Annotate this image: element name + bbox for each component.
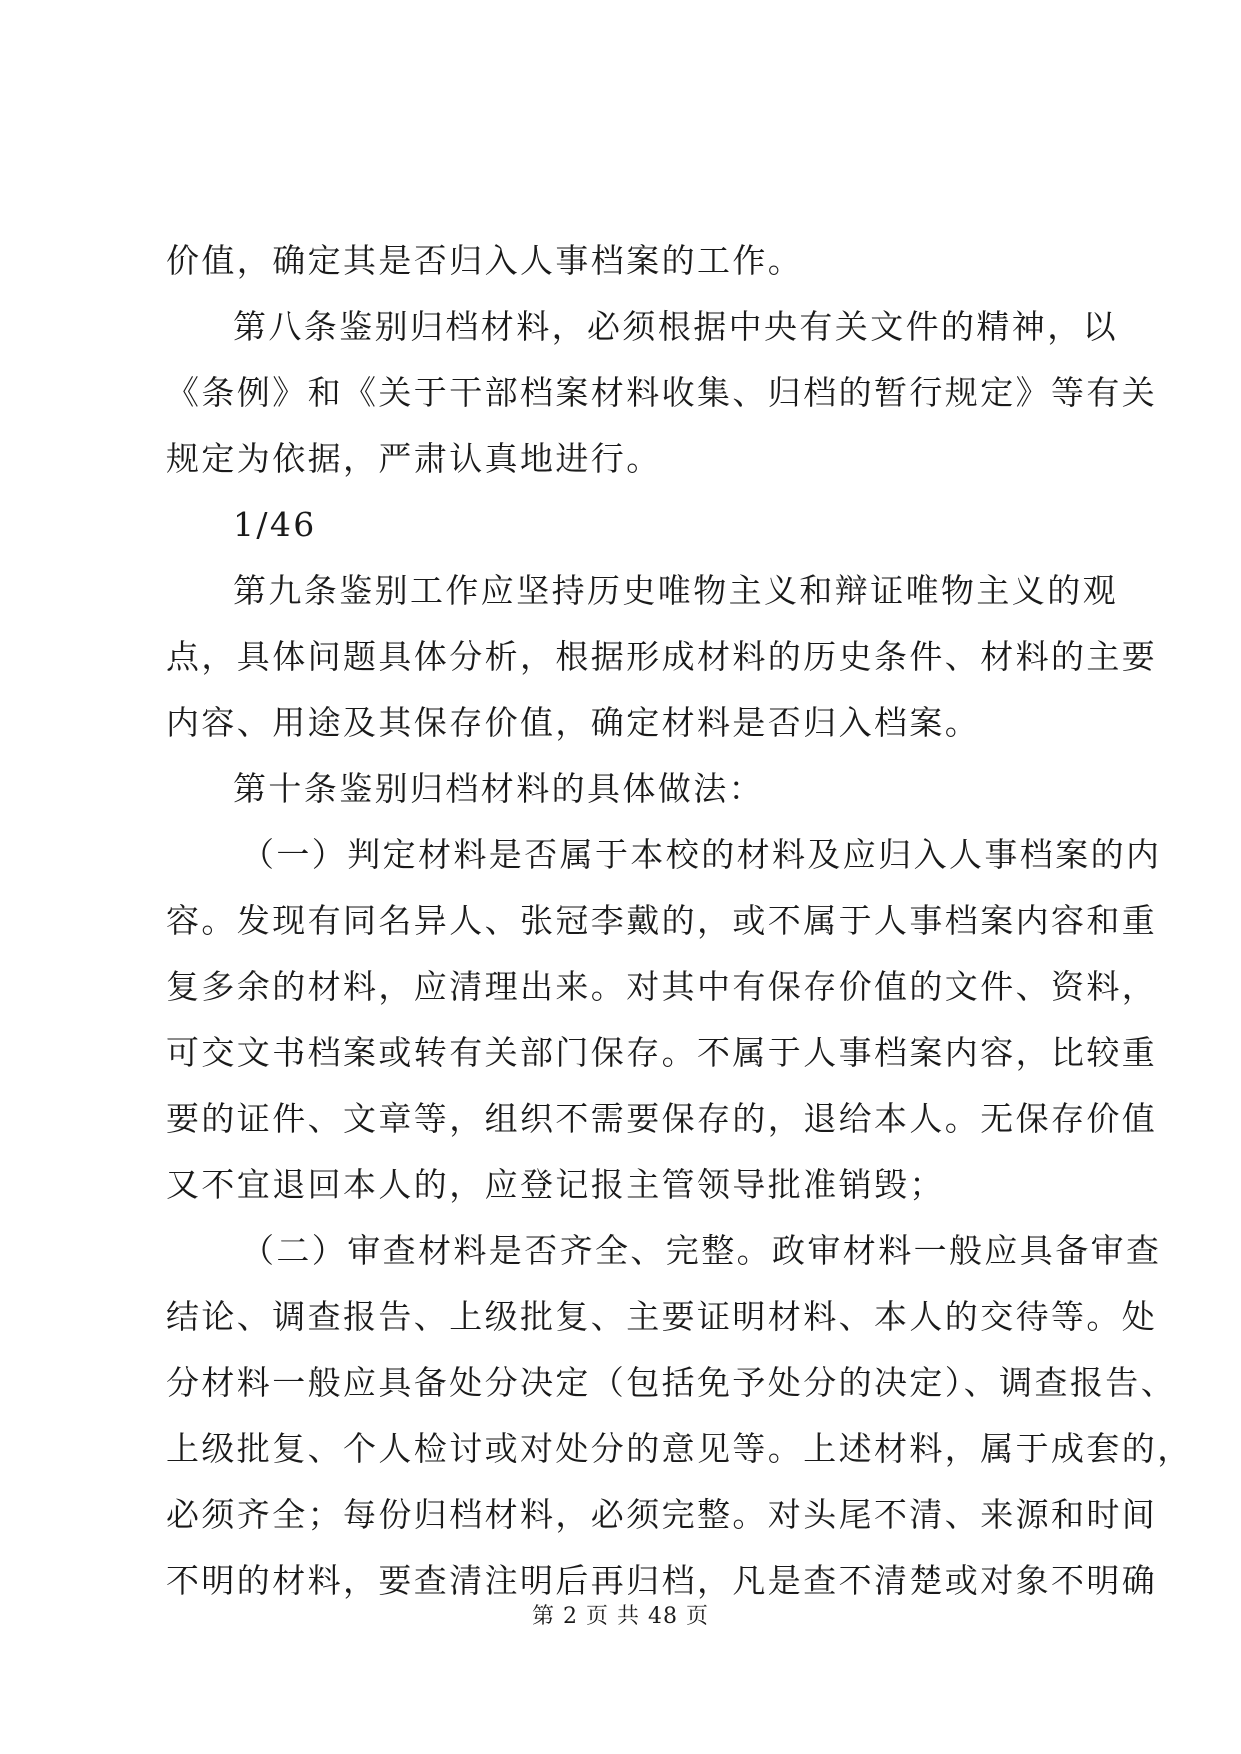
- text-line: 必须齐全；每份归档材料，必须完整。对头尾不清、来源和时间: [166, 1495, 1158, 1534]
- text-line: 分材料一般应具备处分决定（包括免予处分的决定）、调查报告、: [166, 1363, 1177, 1402]
- text-line: 复多余的材料，应清理出来。对其中有保存价值的文件、资料，: [166, 967, 1158, 1006]
- page-number: 第 2 页 共 48 页: [532, 1604, 709, 1629]
- text-line: 不明的材料，要查清注明后再归档，凡是查不清楚或对象不明确: [166, 1561, 1158, 1600]
- text-line: 第九条鉴别工作应坚持历史唯物主义和辩证唯物主义的观: [233, 571, 1118, 610]
- page-footer: [0, 1602, 1241, 1632]
- text-line: 第十条鉴别归档材料的具体做法：: [233, 769, 764, 808]
- text-line: 上级批复、个人检讨或对处分的意见等。上述材料，属于成套的，: [166, 1429, 1193, 1468]
- text-line: 规定为依据，严肃认真地进行。: [166, 439, 662, 478]
- text-line: 价值，确定其是否归入人事档案的工作。: [166, 241, 804, 280]
- text-line: 《条例》和《关于干部档案材料收集、归档的暂行规定》等有关: [166, 373, 1158, 412]
- text-line: 结论、调查报告、上级批复、主要证明材料、本人的交待等。处: [166, 1297, 1158, 1336]
- text-line: 可交文书档案或转有关部门保存。不属于人事档案内容，比较重: [166, 1033, 1158, 1072]
- text-line: 内容、用途及其保存价值，确定材料是否归入档案。: [166, 703, 981, 742]
- body-text: [166, 228, 1193, 1614]
- text-line: 要的证件、文章等，组织不需要保存的，退给本人。无保存价值: [166, 1099, 1158, 1138]
- text-line: （一）判定材料是否属于本校的材料及应归入人事档案的内: [241, 835, 1162, 874]
- text-line: 第八条鉴别归档材料，必须根据中央有关文件的精神，以: [233, 307, 1118, 346]
- text-line: 又不宜退回本人的，应登记报主管领导批准销毁；: [166, 1165, 945, 1204]
- text-line: （二）审查材料是否齐全、完整。政审材料一般应具备审查: [241, 1231, 1162, 1270]
- text-line: 容。发现有同名异人、张冠李戴的，或不属于人事档案内容和重: [166, 901, 1158, 940]
- text-line: 点，具体问题具体分析，根据形成材料的历史条件、材料的主要: [166, 637, 1158, 676]
- page-ref: 1/46: [233, 505, 317, 544]
